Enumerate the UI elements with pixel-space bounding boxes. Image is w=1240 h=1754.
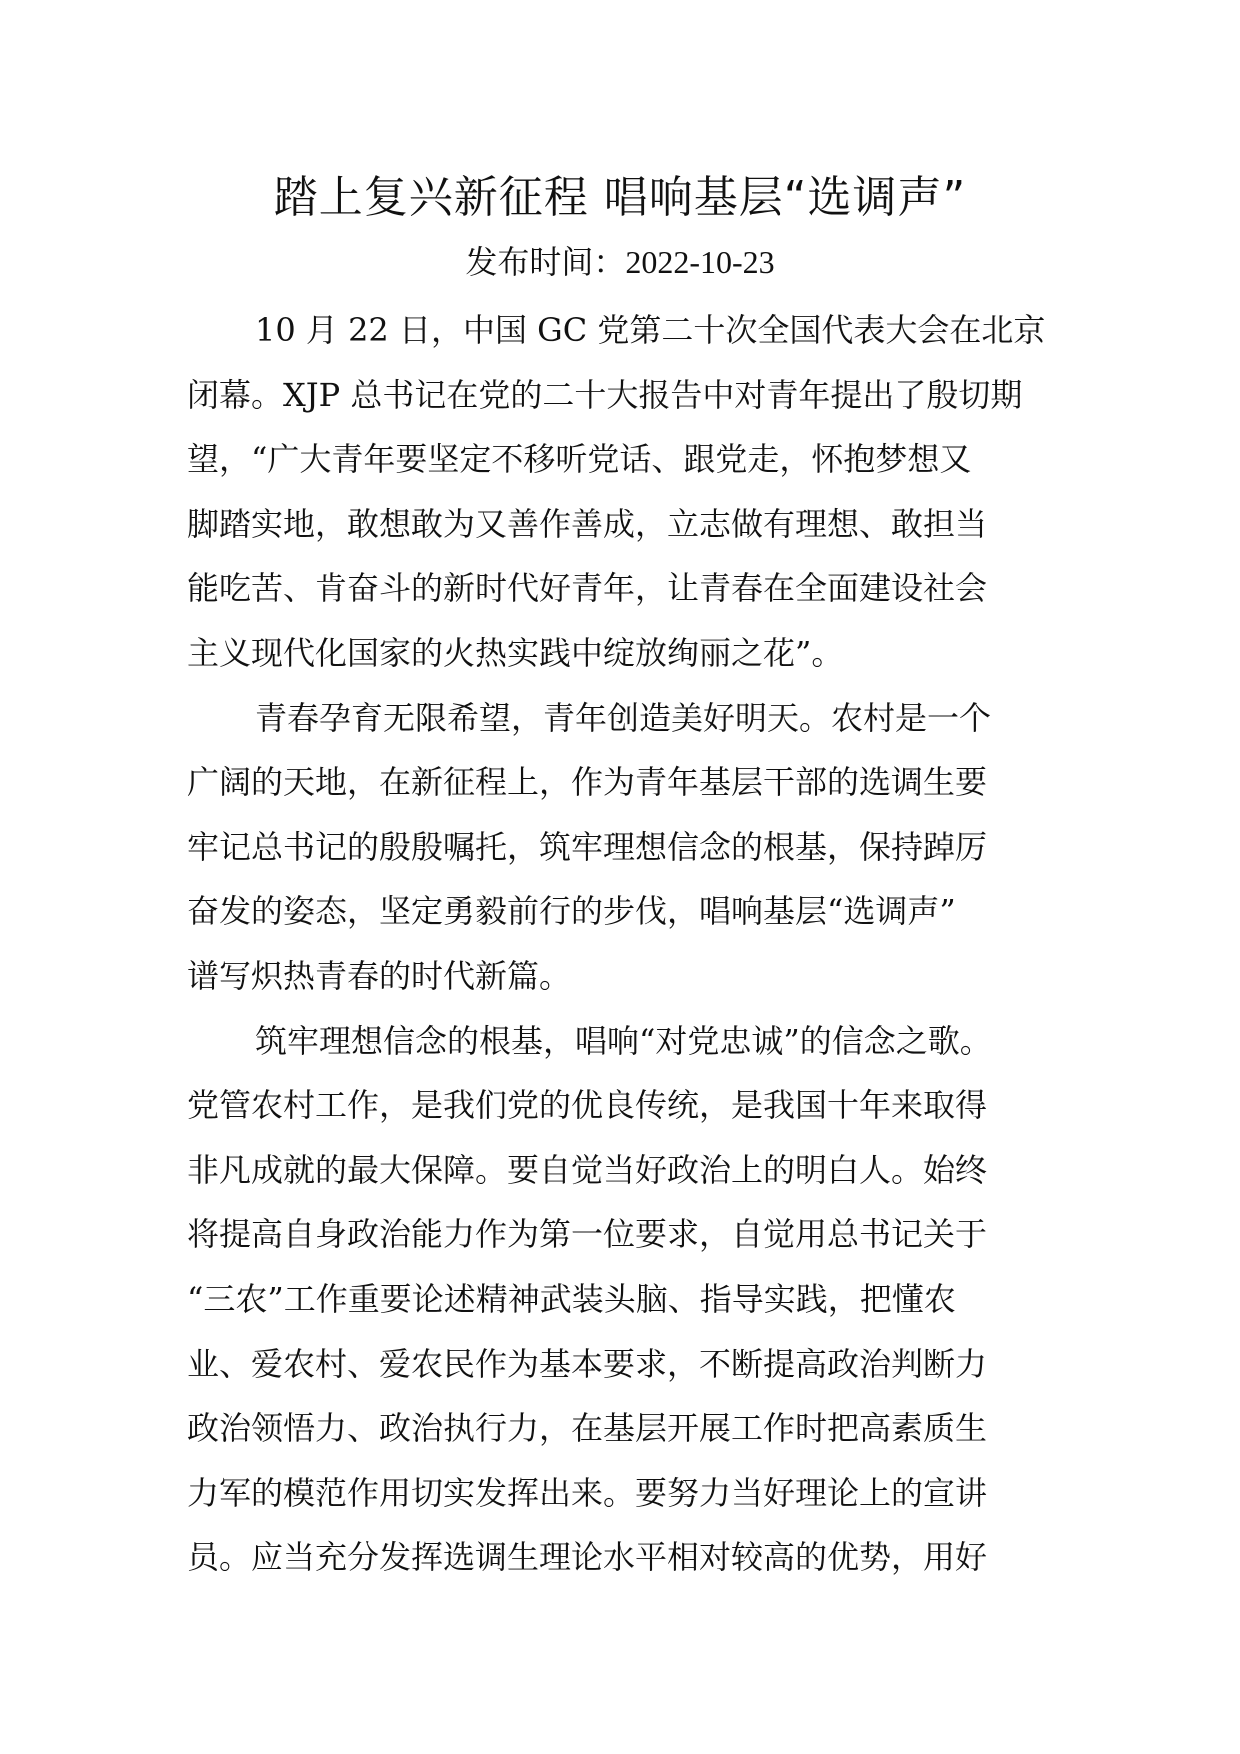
paragraph-line: 青春孕育无限希望，青年创造美好明天。农村是一个 [255, 698, 992, 737]
paragraph-line: 非凡成就的最大保障。要自觉当好政治上的明白人。始终 [187, 1150, 988, 1189]
document-title: 踏上复兴新征程 唱响基层“选调声” [273, 172, 967, 223]
paragraph-line: 奋发的姿态，坚定勇毅前行的步伐，唱响基层“选调声” [187, 892, 956, 931]
publish-date-value: 2022-10-23 [625, 244, 775, 280]
paragraph-line: 业、爱农村、爱农民作为基本要求，不断提高政治判断力 [187, 1344, 988, 1383]
paragraph-line: 广阔的天地，在新征程上，作为青年基层干部的选调生要 [187, 763, 988, 802]
paragraph-line: 望，“广大青年要坚定不移听党话、跟党走，怀抱梦想又 [187, 440, 972, 479]
paragraph-3 [187, 1009, 1057, 1590]
paragraph-line: 力军的模范作用切实发挥出来。要努力当好理论上的宣讲 [187, 1473, 988, 1512]
paragraph-line: 党管农村工作，是我们党的优良传统，是我国十年来取得 [187, 1086, 988, 1125]
paragraph-line: 员。应当充分发挥选调生理论水平相对较高的优势，用好 [187, 1538, 988, 1577]
paragraph-line: 主义现代化国家的火热实践中绽放绚丽之花”。 [187, 633, 844, 672]
paragraph-line: 筑牢理想信念的根基，唱响“对党忠诚”的信念之歌。 [255, 1021, 992, 1060]
publish-date-label: 发布时间： [465, 243, 626, 281]
paragraph-2 [187, 686, 1057, 1009]
paragraph-line: 能吃苦、肯奋斗的新时代好青年，让青春在全面建设社会 [187, 569, 988, 608]
paragraph-line: 闭幕。XJP 总书记在党的二十大报告中对青年提出了殷切期 [187, 375, 1023, 414]
paragraph-line: 10 月 22 日，中国 GC 党第二十次全国代表大会在北京 [255, 311, 1046, 349]
paragraph-line: 将提高自身政治能力作为第一位要求，自觉用总书记关于 [187, 1215, 988, 1254]
paragraph-line: 牢记总书记的殷殷嘱托，筑牢理想信念的根基，保持踔厉 [187, 827, 988, 866]
publish-date [0, 238, 1240, 286]
paragraph-line: 脚踏实地，敢想敢为又善作善成，立志做有理想、敢担当 [187, 504, 988, 543]
paragraph-line: 谱写炽热青春的时代新篇。 [187, 956, 572, 995]
article-body [187, 298, 1057, 1590]
paragraph-line: “三农”工作重要论述精神武装头脑、指导实践，把懂农 [187, 1279, 956, 1318]
paragraph-line: 政治领悟力、政治执行力，在基层开展工作时把高素质生 [187, 1409, 988, 1448]
paragraph-1 [187, 298, 1057, 686]
